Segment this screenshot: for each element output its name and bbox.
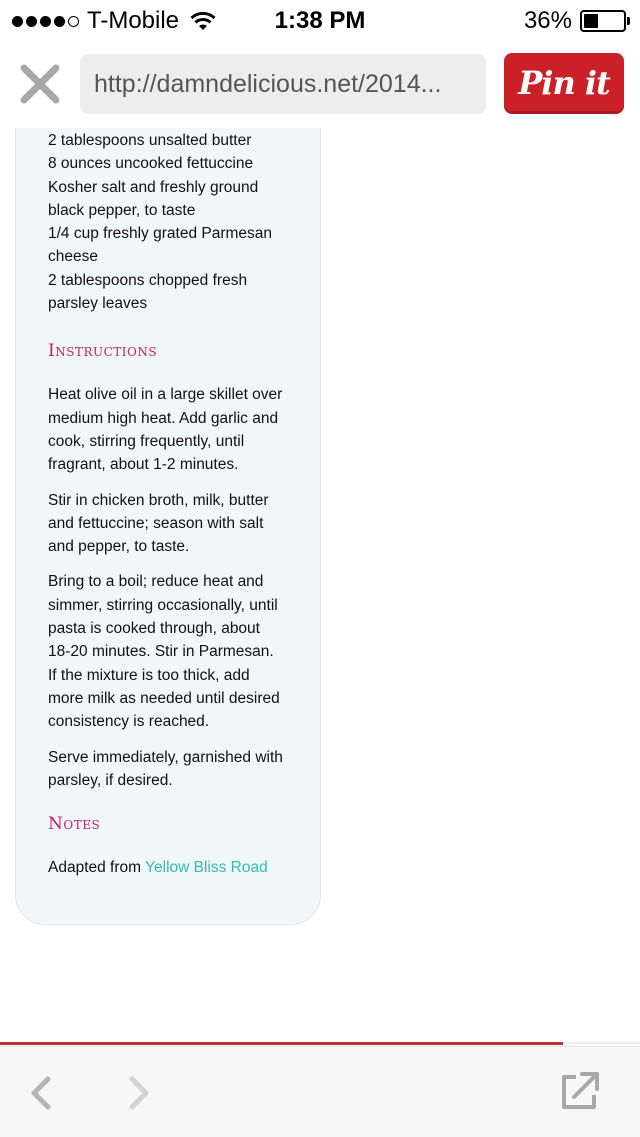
browser-toolbar [0, 40, 640, 128]
instruction-line: more milk as needed until desired [48, 689, 280, 707]
instruction-line: consistency is reached. [48, 713, 210, 731]
battery-tip [627, 17, 630, 25]
open-external-icon[interactable] [558, 1069, 602, 1113]
instruction-line: pasta is cooked through, about [48, 620, 260, 638]
ingredient-line: 8 ounces uncooked fettuccine [48, 155, 254, 173]
instruction-line: Bring to a boil; reduce heat and [48, 573, 264, 591]
instruction-line: and pepper, to taste. [48, 538, 190, 556]
ingredient-line: Kosher salt and freshly ground [48, 178, 259, 196]
carrier-name: T-Mobile [87, 7, 180, 34]
status-right [524, 7, 626, 35]
instruction-step [48, 570, 298, 733]
instruction-step [48, 383, 298, 476]
page-load-progress [0, 1042, 640, 1044]
instruction-line: If the mixture is too thick, add [48, 666, 250, 684]
status-bar [0, 0, 640, 40]
instruction-line: parsley, if desired. [48, 771, 173, 789]
instruction-line: Stir in chicken broth, milk, butter [48, 491, 269, 509]
ingredient-line: 1/4 cup freshly grated Parmesan [48, 225, 273, 243]
ingredient-line: parsley leaves [48, 295, 148, 313]
chevron-right-icon[interactable] [118, 1071, 158, 1115]
recipe-card-body [48, 129, 298, 891]
ingredients-list [48, 129, 298, 315]
instructions-heading: Instructions [48, 341, 158, 362]
instruction-step [48, 746, 298, 793]
instruction-line: medium high heat. Add garlic and [48, 409, 279, 427]
ingredient-line: 2 tablespoons chopped fresh [48, 271, 248, 289]
instruction-line: Serve immediately, garnished with [48, 748, 283, 766]
clock-time: 1:38 PM [274, 7, 366, 34]
notes-prefix: Adapted from [48, 859, 146, 877]
instruction-step [48, 489, 298, 559]
close-icon[interactable] [18, 62, 62, 106]
battery-icon [580, 10, 626, 32]
chevron-left-icon[interactable] [22, 1071, 62, 1115]
ingredient-line: cheese [48, 248, 98, 266]
ingredient-line: black pepper, to taste [48, 201, 196, 219]
battery-percent: 36% [523, 7, 572, 34]
instruction-line: simmer, stirring occasionally, until [48, 596, 278, 614]
progress-fill [0, 1042, 563, 1045]
notes-text [48, 856, 298, 879]
instruction-line: fragrant, about 1-2 minutes. [48, 456, 239, 474]
web-content[interactable] [0, 128, 640, 1038]
notes-source-link[interactable]: Yellow Bliss Road [145, 859, 268, 877]
instruction-line: 18-20 minutes. Stir in Parmesan. [48, 643, 274, 661]
ingredient-line: 2 tablespoons unsalted butter [48, 132, 252, 149]
bottom-toolbar [0, 1046, 640, 1137]
notes-heading: Notes [48, 814, 101, 835]
recipe-card [15, 128, 321, 925]
instruction-line: and fettuccine; season with salt [48, 514, 264, 532]
url-bar[interactable]: http://damndelicious.net/2014... [80, 54, 486, 114]
pin-it-button[interactable]: Pin it [504, 53, 624, 114]
instruction-line: cook, stirring frequently, until [48, 432, 245, 450]
instructions-list [48, 383, 298, 792]
instruction-line: Heat olive oil in a large skillet over [48, 386, 283, 404]
battery-fill [584, 14, 598, 28]
